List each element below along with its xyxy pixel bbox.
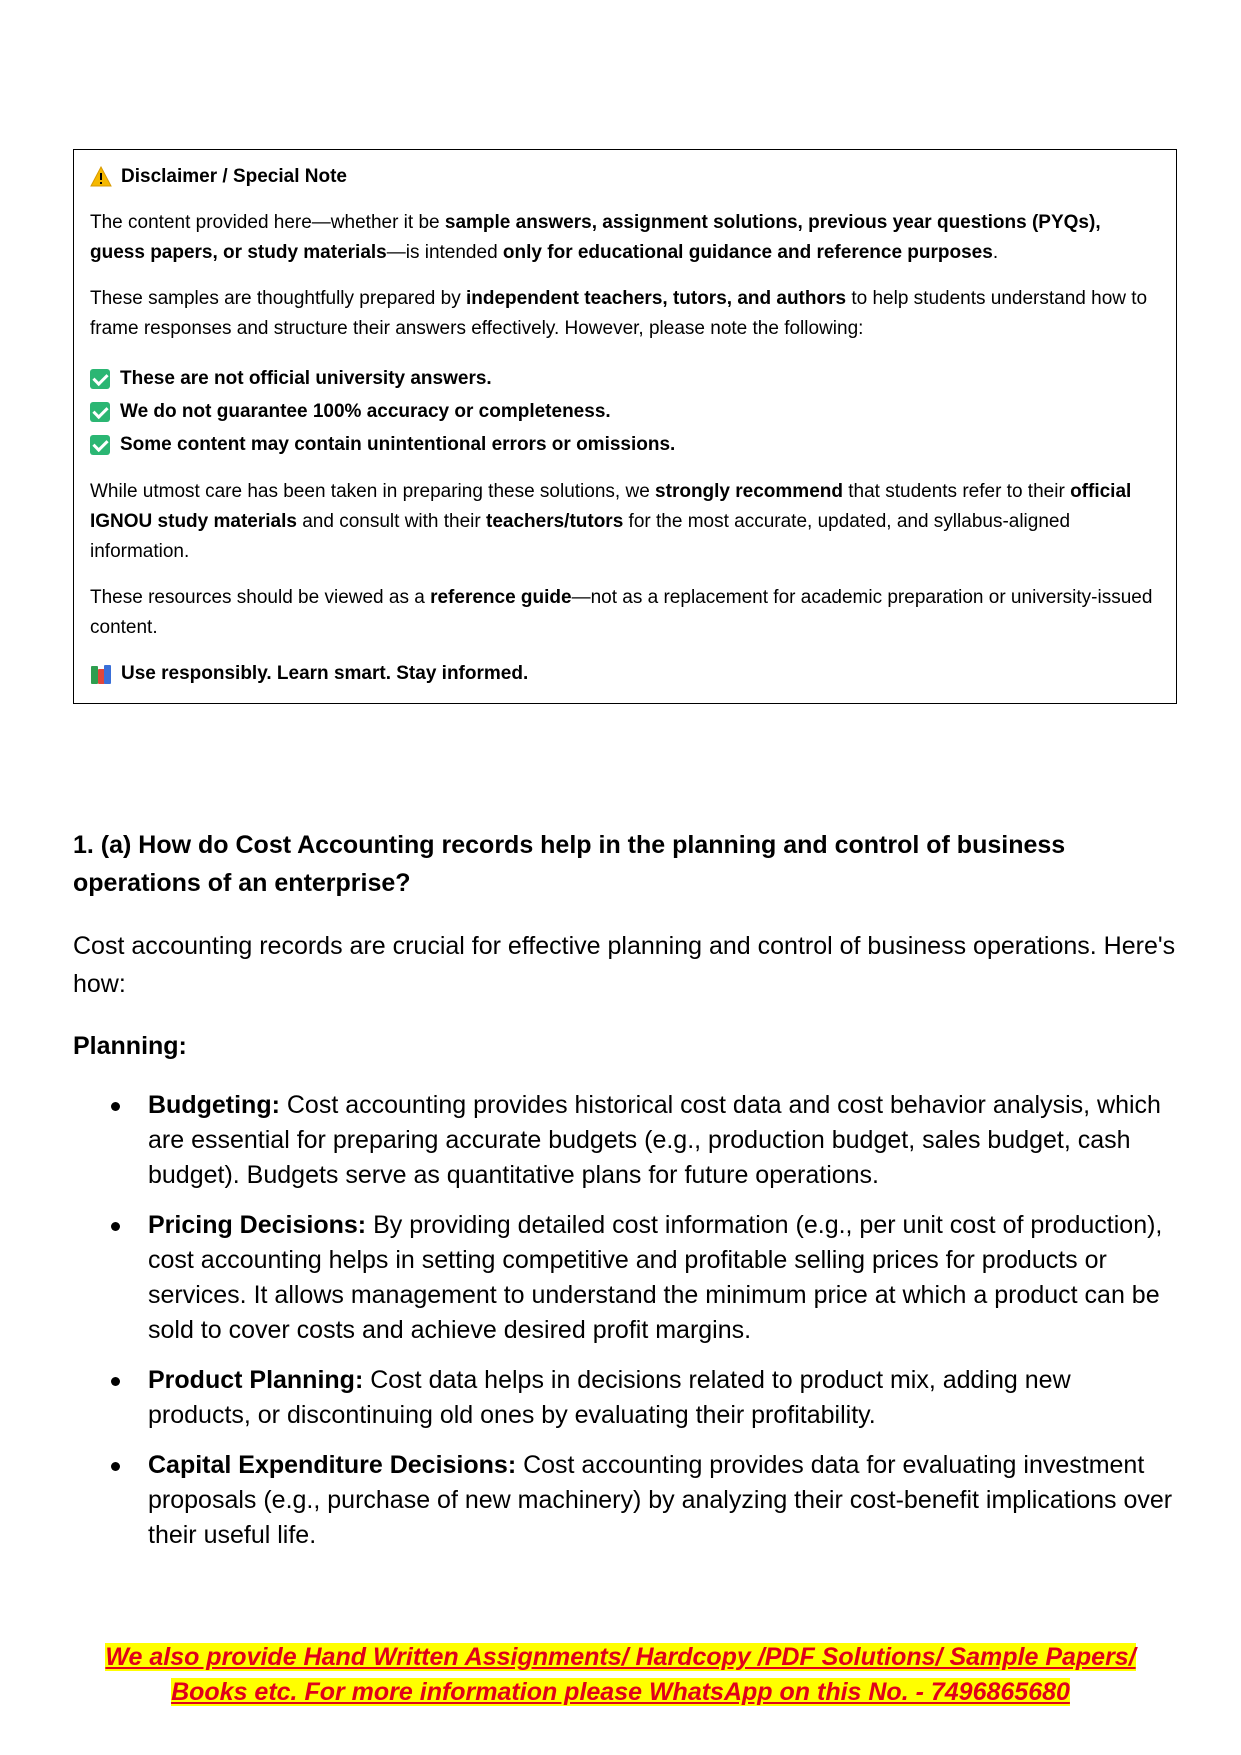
disclaimer-footer-text: Use responsibly. Learn smart. Stay informed. — [121, 663, 529, 684]
bold-run: independent teachers, tutors, and authors — [466, 288, 847, 309]
check-mark-icon — [90, 369, 110, 389]
disclaimer-title — [90, 162, 1160, 192]
promo-line-2: Books etc. For more information please WhatsApp on this No. - 7496865680 — [171, 1678, 1070, 1706]
disclaimer-paragraph-3 — [90, 477, 1160, 567]
bullet-term: Pricing Decisions: — [148, 1211, 367, 1239]
text-run: to help students understand how to frame responses and structure their answers effectively. However, please note the following: — [90, 288, 1148, 339]
bullet-item — [108, 1088, 1178, 1193]
disclaimer-title-text: Disclaimer / Special Note — [121, 166, 347, 187]
disclaimer-paragraph-1 — [90, 208, 1160, 268]
question-heading: 1. (a) How do Cost Accounting records help in the planning and control of business operations of an enterprise? — [73, 831, 1066, 897]
check-item-text: Some content may contain unintentional errors or omissions. — [120, 433, 676, 455]
bold-run: teachers/tutors — [486, 511, 624, 532]
bullet-text: Cost accounting provides data for evaluating investment proposals (e.g., purchase of new machinery) by analyzing their cost-benefit implications over their useful life. — [148, 1451, 1173, 1549]
intro-paragraph: Cost accounting records are crucial for effective planning and control of business operations. Here's how: — [73, 932, 1176, 998]
promo-line-1: We also provide Hand Written Assignments/ Hardcopy /PDF Solutions/ Sample Papers/ — [105, 1643, 1136, 1671]
bullet-term: Capital Expenditure Decisions: — [148, 1451, 517, 1479]
check-list-item — [90, 362, 1160, 395]
check-mark-icon — [90, 435, 110, 455]
bullet-item — [108, 1208, 1178, 1348]
disclaimer-paragraph-2 — [90, 284, 1160, 344]
text-run: While utmost care has been taken in preparing these solutions, we — [90, 481, 656, 502]
check-mark-icon — [90, 402, 110, 422]
books-icon — [90, 663, 112, 685]
section-heading-planning: Planning: — [73, 1032, 187, 1060]
check-list-item — [90, 395, 1160, 428]
promo-banner — [60, 1640, 1181, 1710]
text-run: for the most accurate, updated, and syllabus-aligned information. — [90, 511, 1071, 562]
bullet-text: By providing detailed cost information (e.g., per unit cost of production), cost accounting helps in setting competitive and profitable selling prices for products or services. It allows management to understand the minimum price at which a product can be sold to cover costs and achieve desired profit margins. — [148, 1211, 1163, 1344]
text-run: . — [992, 242, 999, 263]
bold-run: official IGNOU study materials — [90, 481, 1132, 532]
disclaimer-box — [73, 149, 1177, 704]
bullet-item — [108, 1363, 1178, 1433]
bullet-text: Cost data helps in decisions related to product mix, adding new products, or discontinuing old ones by evaluating their profitability. — [148, 1366, 1071, 1429]
check-item-text: These are not official university answers. — [120, 367, 492, 389]
planning-bullet-list — [108, 1088, 1178, 1568]
disclaimer-check-list — [90, 362, 1160, 461]
disclaimer-paragraph-4 — [90, 583, 1160, 643]
bold-run: reference guide — [430, 587, 572, 608]
check-item-text: We do not guarantee 100% accuracy or completeness. — [120, 400, 611, 422]
check-list-item — [90, 428, 1160, 461]
bullet-item — [108, 1448, 1178, 1553]
text-run: that students refer to their — [842, 481, 1071, 502]
bold-run: only for educational guidance and reference purposes — [502, 242, 993, 263]
text-run: —not as a replacement for academic preparation or university-issued content. — [90, 587, 1153, 638]
disclaimer-footer — [90, 659, 1160, 689]
bullet-text: Cost accounting provides historical cost data and cost behavior analysis, which are essential for preparing accurate budgets (e.g., production budget, sales budget, cash budget). Budgets serve as quantitative plans for future operations. — [148, 1091, 1161, 1189]
text-run: —is intended — [386, 242, 503, 263]
bullet-term: Budgeting: — [148, 1091, 280, 1119]
text-run: and consult with their — [296, 511, 486, 532]
bullet-term: Product Planning: — [148, 1366, 364, 1394]
text-run: These samples are thoughtfully prepared by — [90, 288, 466, 309]
bold-run: strongly recommend — [655, 481, 843, 502]
warning-icon — [90, 166, 112, 188]
text-run: The content provided here—whether it be — [90, 212, 445, 233]
text-run: These resources should be viewed as a — [90, 587, 431, 608]
bold-run: sample answers, assignment solutions, previous year questions (PYQs), guess papers, or study materials — [90, 212, 1101, 263]
